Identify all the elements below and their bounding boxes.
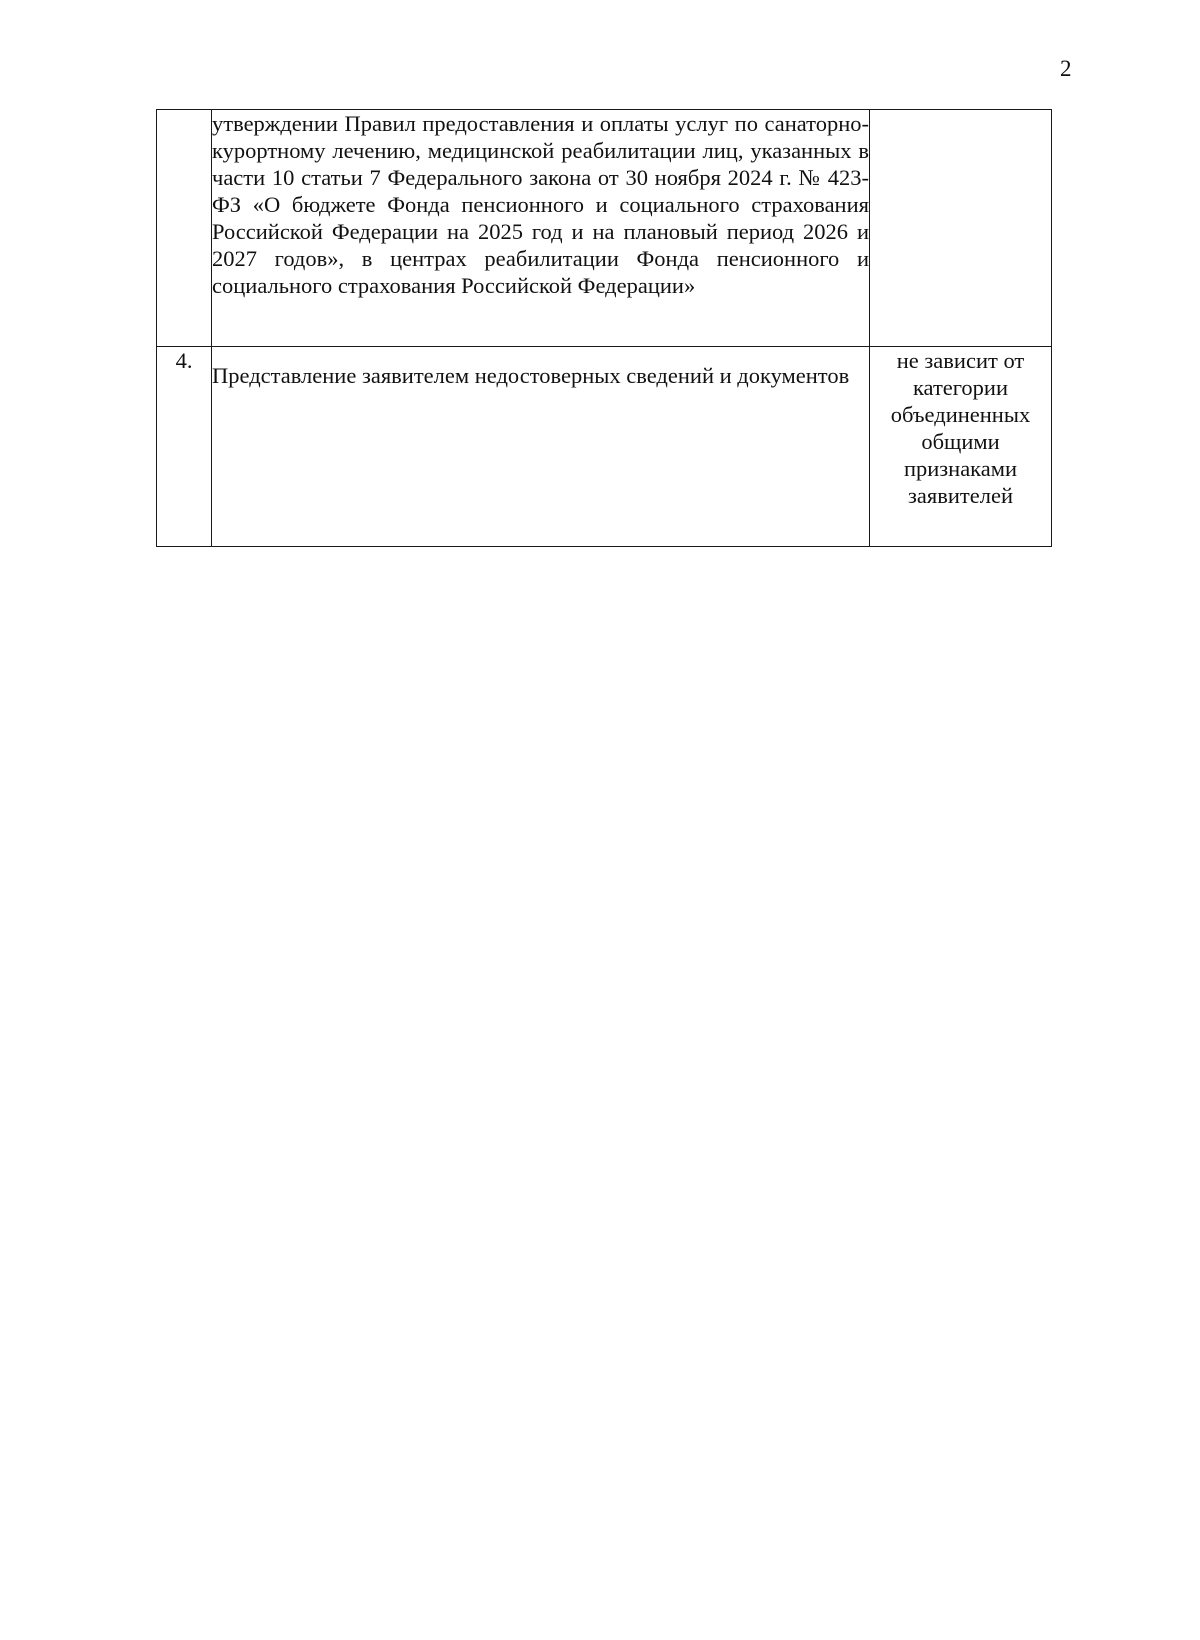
page-number: 2 (1060, 56, 1072, 81)
row-text-cell: Представление заявителем недостоверных сведений и документов (212, 347, 870, 547)
table-row (157, 347, 1052, 547)
table-row (157, 110, 1052, 347)
row-category-cell (870, 110, 1052, 347)
row-number-cell: 4. (157, 347, 212, 547)
document-table (156, 109, 1052, 547)
row-text-cell: утверждении Правил предоставления и оплаты услуг по санаторно-курортному лечению, медицинской реабилитации лиц, указанных в части 10 статьи 7 Федерального закона от 30 ноября 2024 г. № 423-ФЗ «О бюджете Фонда пенсионного и социального страхования Российской Федерации на 2025 год и на плановый период 2026 и 2027 годов», в центрах реабилитации Фонда пенсионного и социального страхования Российской Федерации» (212, 110, 870, 347)
row-number-cell (157, 110, 212, 347)
row-category-cell: не зависит от категории объединенных общими признаками заявителей (870, 347, 1052, 547)
